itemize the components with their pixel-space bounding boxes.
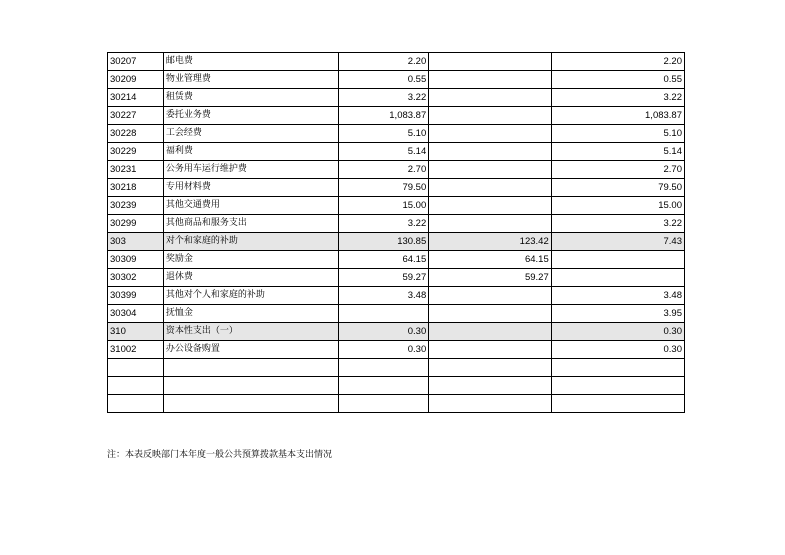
cell-personnel bbox=[429, 341, 551, 359]
cell-code: 30302 bbox=[108, 269, 164, 287]
cell-personnel: 64.15 bbox=[429, 251, 551, 269]
cell-name: 工会经费 bbox=[163, 125, 338, 143]
cell-name: 其他交通费用 bbox=[163, 197, 338, 215]
cell-name bbox=[163, 395, 338, 413]
table-row bbox=[108, 161, 685, 179]
cell-code: 30229 bbox=[108, 143, 164, 161]
cell-public: 5.10 bbox=[551, 125, 684, 143]
cell-code bbox=[108, 395, 164, 413]
cell-personnel bbox=[429, 125, 551, 143]
cell-code: 30304 bbox=[108, 305, 164, 323]
cell-code: 303 bbox=[108, 233, 164, 251]
table-row bbox=[108, 179, 685, 197]
cell-personnel bbox=[429, 287, 551, 305]
cell-name: 其他商品和服务支出 bbox=[163, 215, 338, 233]
cell-total: 5.10 bbox=[339, 125, 429, 143]
cell-public: 2.70 bbox=[551, 161, 684, 179]
cell-personnel: 123.42 bbox=[429, 233, 551, 251]
cell-personnel bbox=[429, 143, 551, 161]
cell-name: 对个和家庭的补助 bbox=[163, 233, 338, 251]
cell-code: 30309 bbox=[108, 251, 164, 269]
cell-name: 专用材料费 bbox=[163, 179, 338, 197]
cell-code: 30209 bbox=[108, 71, 164, 89]
table-row bbox=[108, 341, 685, 359]
table-row bbox=[108, 215, 685, 233]
cell-public: 5.14 bbox=[551, 143, 684, 161]
cell-total: 3.22 bbox=[339, 215, 429, 233]
cell-personnel bbox=[429, 377, 551, 395]
cell-total: 2.20 bbox=[339, 53, 429, 71]
table-row bbox=[108, 251, 685, 269]
cell-personnel bbox=[429, 323, 551, 341]
table-row bbox=[108, 359, 685, 377]
cell-personnel bbox=[429, 53, 551, 71]
cell-total: 3.22 bbox=[339, 89, 429, 107]
cell-personnel bbox=[429, 161, 551, 179]
cell-name: 办公设备购置 bbox=[163, 341, 338, 359]
budget-table bbox=[107, 52, 685, 413]
cell-personnel bbox=[429, 395, 551, 413]
cell-code: 30239 bbox=[108, 197, 164, 215]
cell-personnel bbox=[429, 107, 551, 125]
cell-public bbox=[551, 377, 684, 395]
cell-personnel bbox=[429, 89, 551, 107]
cell-total: 5.14 bbox=[339, 143, 429, 161]
cell-public bbox=[551, 359, 684, 377]
cell-public: 1,083.87 bbox=[551, 107, 684, 125]
cell-public: 79.50 bbox=[551, 179, 684, 197]
cell-public: 3.48 bbox=[551, 287, 684, 305]
cell-total: 2.70 bbox=[339, 161, 429, 179]
table-row bbox=[108, 53, 685, 71]
cell-personnel bbox=[429, 179, 551, 197]
cell-total: 130.85 bbox=[339, 233, 429, 251]
cell-name: 其他对个人和家庭的补助 bbox=[163, 287, 338, 305]
cell-personnel bbox=[429, 197, 551, 215]
cell-public bbox=[551, 395, 684, 413]
cell-name: 公务用车运行维护费 bbox=[163, 161, 338, 179]
table-row bbox=[108, 287, 685, 305]
cell-public: 7.43 bbox=[551, 233, 684, 251]
cell-name: 福利费 bbox=[163, 143, 338, 161]
cell-public: 3.22 bbox=[551, 215, 684, 233]
table-row bbox=[108, 107, 685, 125]
cell-personnel bbox=[429, 305, 551, 323]
cell-personnel: 59.27 bbox=[429, 269, 551, 287]
cell-total: 15.00 bbox=[339, 197, 429, 215]
table-row bbox=[108, 197, 685, 215]
cell-total: 3.48 bbox=[339, 287, 429, 305]
cell-total bbox=[339, 305, 429, 323]
cell-code: 310 bbox=[108, 323, 164, 341]
cell-code: 30227 bbox=[108, 107, 164, 125]
cell-total: 64.15 bbox=[339, 251, 429, 269]
cell-total: 0.55 bbox=[339, 71, 429, 89]
cell-name: 抚恤金 bbox=[163, 305, 338, 323]
cell-code: 30299 bbox=[108, 215, 164, 233]
cell-code: 31002 bbox=[108, 341, 164, 359]
cell-code bbox=[108, 377, 164, 395]
cell-name bbox=[163, 377, 338, 395]
cell-name: 租赁费 bbox=[163, 89, 338, 107]
cell-name bbox=[163, 359, 338, 377]
cell-code: 30399 bbox=[108, 287, 164, 305]
table-row bbox=[108, 89, 685, 107]
table-row bbox=[108, 143, 685, 161]
cell-total bbox=[339, 377, 429, 395]
table-row bbox=[108, 125, 685, 143]
cell-public: 15.00 bbox=[551, 197, 684, 215]
table-row bbox=[108, 377, 685, 395]
cell-personnel bbox=[429, 359, 551, 377]
budget-table-body bbox=[108, 53, 685, 413]
footnote: 注：本表反映部门本年度一般公共预算拨款基本支出情况 bbox=[107, 450, 333, 460]
cell-personnel bbox=[429, 71, 551, 89]
cell-code: 30214 bbox=[108, 89, 164, 107]
table-row-subtotal bbox=[108, 323, 685, 341]
cell-public bbox=[551, 269, 684, 287]
table-row bbox=[108, 269, 685, 287]
cell-code: 30218 bbox=[108, 179, 164, 197]
cell-public: 3.22 bbox=[551, 89, 684, 107]
cell-public: 0.30 bbox=[551, 341, 684, 359]
cell-public: 0.55 bbox=[551, 71, 684, 89]
cell-code: 30207 bbox=[108, 53, 164, 71]
cell-name: 奖励金 bbox=[163, 251, 338, 269]
cell-total: 0.30 bbox=[339, 341, 429, 359]
table-row-subtotal bbox=[108, 233, 685, 251]
cell-name: 退休费 bbox=[163, 269, 338, 287]
cell-code bbox=[108, 359, 164, 377]
cell-total: 79.50 bbox=[339, 179, 429, 197]
cell-total bbox=[339, 395, 429, 413]
cell-personnel bbox=[429, 215, 551, 233]
cell-public: 2.20 bbox=[551, 53, 684, 71]
cell-public: 0.30 bbox=[551, 323, 684, 341]
cell-code: 30228 bbox=[108, 125, 164, 143]
table-row bbox=[108, 71, 685, 89]
cell-total bbox=[339, 359, 429, 377]
cell-total: 59.27 bbox=[339, 269, 429, 287]
table-row bbox=[108, 305, 685, 323]
cell-name: 委托业务费 bbox=[163, 107, 338, 125]
cell-total: 0.30 bbox=[339, 323, 429, 341]
cell-total: 1,083.87 bbox=[339, 107, 429, 125]
cell-name: 邮电费 bbox=[163, 53, 338, 71]
cell-public: 3.95 bbox=[551, 305, 684, 323]
cell-public bbox=[551, 251, 684, 269]
cell-code: 30231 bbox=[108, 161, 164, 179]
table-row bbox=[108, 395, 685, 413]
cell-name: 资本性支出（一） bbox=[163, 323, 338, 341]
cell-name: 物业管理费 bbox=[163, 71, 338, 89]
